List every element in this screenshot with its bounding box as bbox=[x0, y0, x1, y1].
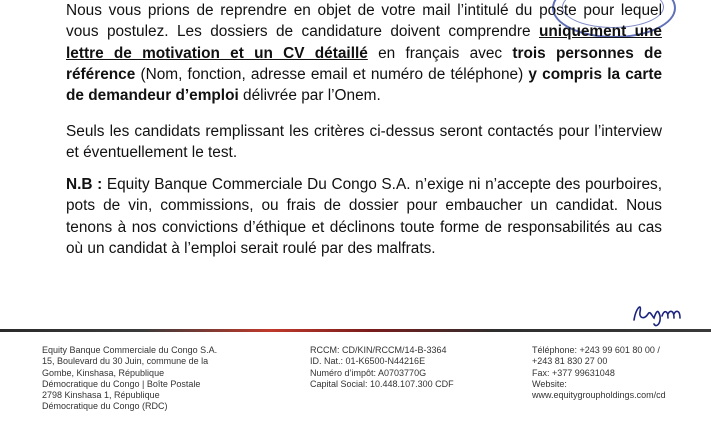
footer-registration-info bbox=[310, 345, 454, 390]
footer-line: Téléphone: +243 99 601 80 00 / bbox=[532, 345, 660, 355]
nb-text: Equity Banque Commerciale Du Congo S.A. n’exige ni n’accepte des pourboires, pots de vin, commissions, ou frais de dossier pour embaucher un candidat. Nous tenons à nos convictions d’éthique et déclinons toute forme de responsabilités au cas où un candidat à l’emploi serait roulé par des malfrats. bbox=[66, 176, 662, 257]
nb-label: N.B : bbox=[66, 176, 103, 193]
footer-contact-info bbox=[532, 345, 666, 401]
footer-divider bbox=[0, 329, 711, 332]
footer-line: Equity Banque Commerciale du Congo S.A. bbox=[42, 345, 218, 355]
footer-line: ID. Nat.: 01-K6500-N44216E bbox=[310, 356, 426, 367]
footer-line: Démocratique du Congo | Boîte Postale bbox=[42, 378, 201, 389]
p1-text-1: Nous vous prions de reprendre en objet de votre mail l’intitulé du poste pour lequel vous postulez. Les dossiers de candidature doivent comprendre bbox=[66, 2, 662, 41]
footer-line: Démocratique du Congo (RDC) bbox=[42, 401, 168, 412]
handwritten-signature bbox=[630, 298, 690, 328]
paragraph-application-instructions bbox=[66, 0, 662, 106]
p1-job-seeker-card: y compris la carte de demandeur d’emploi bbox=[66, 65, 662, 105]
footer-company-address bbox=[42, 345, 217, 413]
footer-line: Fax: +377 99631048 bbox=[532, 367, 615, 378]
footer-line: Gombe, Kinshasa, République bbox=[42, 367, 165, 378]
paragraph-nb-notice bbox=[66, 174, 662, 259]
p1-required-documents: uniquement une lettre de motivation et un CV détaillé bbox=[66, 23, 662, 62]
p1-references: trois personnes de référence bbox=[66, 44, 663, 83]
p1-text-5: (Nom, fonction, adresse email et numéro de téléphone) bbox=[135, 65, 529, 83]
footer-line: +243 81 830 27 00 bbox=[532, 356, 608, 367]
footer-line: RCCM: CD/KIN/RCCM/14-B-3364 bbox=[310, 345, 447, 355]
footer-website-link[interactable]: www.equitygroupholdings.com/cd bbox=[532, 390, 666, 401]
footer-line: 15, Boulevard du 30 Juin, commune de la bbox=[42, 356, 209, 367]
footer-line: Numéro d’impôt: A0703770G bbox=[310, 367, 427, 378]
p1-text-7: délivrée par l’Onem. bbox=[238, 87, 381, 105]
footer-line: Capital Social: 10.448.107.300 CDF bbox=[310, 378, 454, 389]
footer-line: 2798 Kinshasa 1, République bbox=[42, 390, 160, 401]
p1-text-3: en français avec bbox=[367, 44, 513, 62]
paragraph-selection-notice: Seuls les candidats remplissant les critères ci-dessus seront contactés pour l’interview et éventuellement le test. bbox=[66, 123, 662, 162]
footer-line: Website: bbox=[532, 378, 567, 389]
